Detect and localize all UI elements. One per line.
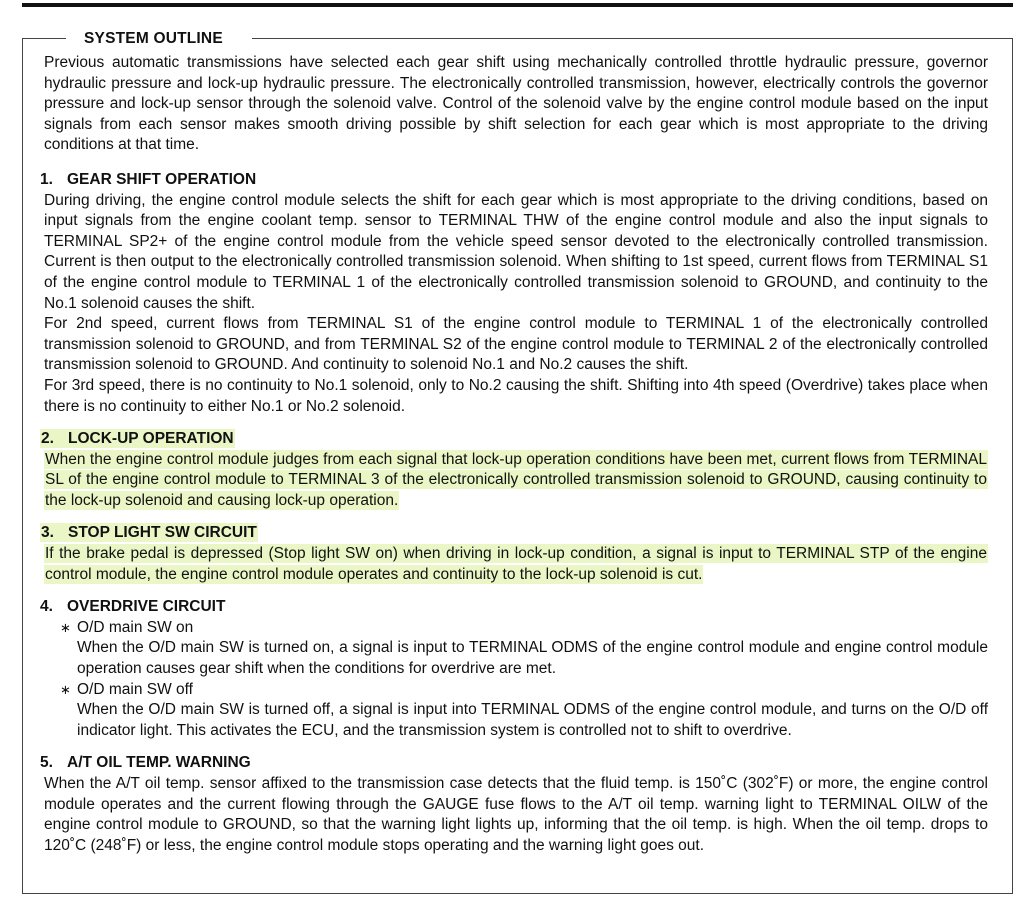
section-title: OVERDRIVE CIRCUIT bbox=[67, 598, 226, 616]
intro-paragraph: Previous automatic transmissions have selected each gear shift using mechanically controlled throttle hydraulic pressure, governor hydraulic pressure and lock-up hydraulic pressure. The electronically controlled transmission, however, electrically controls the governor pressure and lock-up sensor through the solenoid valve. Control of the solenoid valve by the engine control module based on the input signals from each sensor makes smooth driving possible by shift selection for each gear which is most appropriate to the driving conditions at that time. bbox=[44, 54, 988, 154]
section-number: 5. bbox=[40, 754, 53, 772]
section-paragraph: When the A/T oil temp. sensor affixed to the transmission case detects that the fluid temp. is 150˚C (302˚F) or more, the engine control module operates and the current flowing through the GAUGE fuse flows to the A/T oil temp. warning light to TERMINAL OILW of the engine control module to GROUND, so that the warning light lights up, informing that the oil temp. is high. When the oil temp. drops to 120˚C (248˚F) or less, the engine control module stops operating and the warning light goes out. bbox=[44, 775, 988, 854]
section-title: A/T OIL TEMP. WARNING bbox=[67, 754, 251, 772]
section-number: 3. bbox=[41, 524, 54, 542]
asterisk-icon: ∗ bbox=[60, 619, 71, 635]
section-title: LOCK-UP OPERATION bbox=[68, 430, 234, 448]
section-gear-shift bbox=[40, 170, 988, 417]
bullet-label: O/D main SW off bbox=[77, 680, 193, 698]
bullet-text: When the O/D main SW is turned on, a signal is input to TERMINAL ODMS of the engine control module and engine control module operation causes gear shift when the conditions for overdrive are met. bbox=[77, 639, 988, 678]
section-number: 2. bbox=[41, 430, 54, 448]
section-paragraph: During driving, the engine control module selects the shift for each gear which is most appropriate to the driving conditions, based on input signals from the engine coolant temp. sensor to TERMINAL THW of the engine control module and also the input signals to TERMINAL SP2+ of the engine control module from the vehicle speed sensor devoted to the electronically controlled transmission. Current is then output to the electronically controlled transmission solenoid. When shifting to 1st speed, current flows from TERMINAL S1 of the engine control module to TERMINAL 1 of the electronically controlled transmission solenoid to GROUND, and continuity to the No.1 solenoid causes the shift. bbox=[44, 191, 988, 312]
section-oil-temp bbox=[40, 753, 988, 856]
section-heading bbox=[40, 170, 988, 191]
page-title: SYSTEM OUTLINE bbox=[84, 30, 223, 47]
highlighted-text: If the brake pedal is depressed (Stop light SW on) when driving in lock-up condition, a signal is input to TERMINAL STP of the engine control module, the engine control module operates and continuity to the lock-up solenoid is cut. bbox=[45, 545, 987, 583]
bullet-label: O/D main SW on bbox=[77, 618, 194, 636]
bullet-item bbox=[60, 618, 988, 639]
section-title: STOP LIGHT SW CIRCUIT bbox=[68, 524, 257, 542]
top-rule bbox=[22, 3, 1013, 7]
section-number: 4. bbox=[40, 598, 53, 616]
section-paragraph: For 3rd speed, there is no continuity to No.1 solenoid, only to No.2 causing the shift. Shifting into 4th speed (Overdrive) takes place when there is no continuity to either No.1 or No.2 solenoid. bbox=[44, 376, 988, 415]
section-paragraph bbox=[44, 544, 988, 585]
section-overdrive bbox=[40, 597, 988, 741]
section-lock-up bbox=[41, 429, 988, 511]
section-heading bbox=[40, 753, 988, 774]
bullet-item bbox=[60, 680, 988, 701]
document-body bbox=[40, 53, 988, 856]
section-number: 1. bbox=[40, 170, 53, 188]
section-heading bbox=[40, 429, 988, 450]
section-paragraph bbox=[44, 450, 988, 512]
section-stop-light bbox=[41, 523, 988, 585]
frame-top-edge-right bbox=[252, 38, 1013, 39]
frame-top-edge-left bbox=[22, 38, 66, 39]
section-paragraph: For 2nd speed, current flows from TERMINAL S1 of the engine control module to TERMINAL 1 of the electronically controlled transmission solenoid to GROUND, and from TERMINAL S2 of the engine control module to TERMINAL 2 of the electronically controlled transmission solenoid to GROUND. And continuity to solenoid No.1 and No.2 causes the shift. bbox=[44, 315, 988, 374]
section-heading bbox=[40, 597, 988, 618]
highlighted-text: When the engine control module judges from each signal that lock-up operation conditions have been met, current flows from TERMINAL SL of the engine control module to TERMINAL 3 of the electronically controlled transmission solenoid to GROUND, causing continuity to the lock-up solenoid and causing lock-up operation. bbox=[45, 450, 987, 509]
section-heading bbox=[40, 523, 988, 544]
section-title: GEAR SHIFT OPERATION bbox=[67, 170, 257, 188]
bullet-text: When the O/D main SW is turned off, a signal is input into TERMINAL ODMS of the engine control module, and turns on the O/D off indicator light. This activates the ECU, and the transmission system is controlled not to shift to overdrive. bbox=[77, 701, 988, 739]
asterisk-icon: ∗ bbox=[60, 681, 71, 697]
